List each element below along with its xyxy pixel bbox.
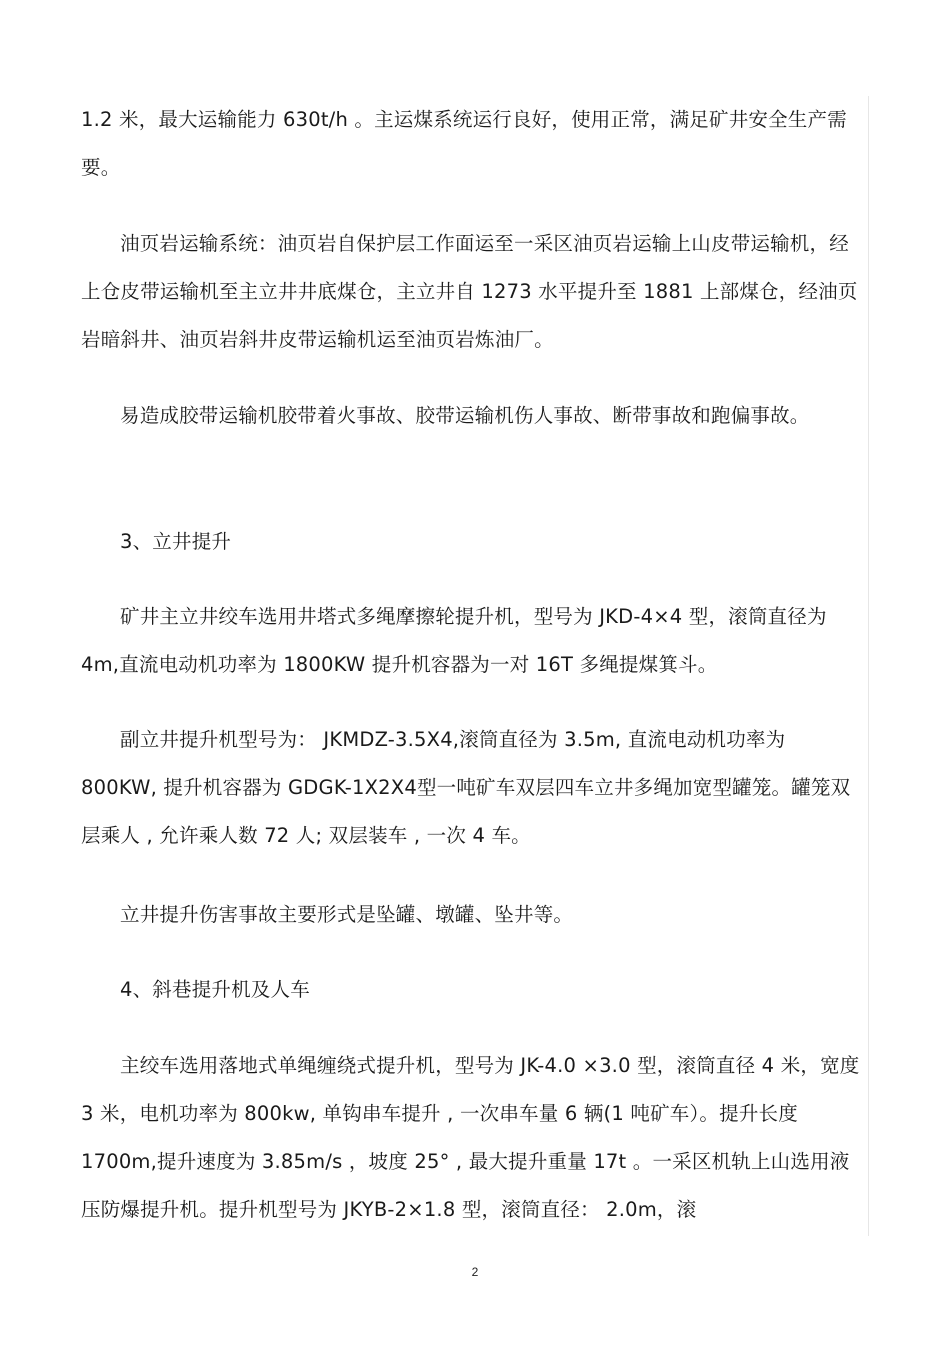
paragraph-auxiliary-shaft-hoist: 副立井提升机型号为： JKMDZ-3.5X4,滚筒直径为 3.5m, 直流电动机功率为 800KW, 提升机容器为 GDGK-1X2X4型一吨矿车双层四车立井多绳加宽型罐笼。罐笼双层乘人 , 允许乘人数 72 人; 双层装车 , 一次 4 车。 [81, 728, 851, 847]
paragraph-oil-shale-transport: 油页岩运输系统：油页岩自保护层工作面运至一采区油页岩运输上山皮带运输机，经上仓皮带运输机至主立井井底煤仓，主立井自 1273 水平提升至 1881 上部煤仓，经油页岩暗斜井、油页岩斜井皮带运输机运至油页岩炼油厂。 [81, 232, 858, 351]
page-number: 2 [471, 1265, 479, 1279]
paragraph-main-winch: 主绞车选用落地式单绳缠绕式提升机，型号为 JK-4.0 ×3.0 型，滚筒直径 4 米，宽度 3 米，电机功率为 800kw, 单钩串车提升 , 一次串车量 6 辆(1 吨矿车）。提升长度 1700m,提升速度为 3.85m/s ，坡度 25° , 最大提升重量 17t 。一采区机轨上山选用液压防爆提升机。提升机型号为 JKYB-2×1.8 型，滚筒直径： 2.0m，滚 [81, 1054, 860, 1221]
page-edge-line [868, 96, 869, 1236]
section-heading-incline-hoist: 4、斜巷提升机及人车 [120, 978, 310, 1001]
section-heading-shaft-hoisting: 3、立井提升 [120, 530, 232, 553]
paragraph-main-shaft-hoist: 矿井主立井绞车选用井塔式多绳摩擦轮提升机，型号为 JKD-4×4 型，滚筒直径为 4m,直流电动机功率为 1800KW 提升机容器为一对 16T 多绳提煤箕斗。 [81, 605, 827, 676]
paragraph-shaft-accidents: 立井提升伤害事故主要形式是坠罐、墩罐、坠井等。 [120, 903, 574, 926]
paragraph-belt-accidents: 易造成胶带运输机胶带着火事故、胶带运输机伤人事故、断带事故和跑偏事故。 [120, 404, 810, 427]
paragraph-coal-transport-end: 1.2 米，最大运输能力 630t/h 。主运煤系统运行良好，使用正常，满足矿井安全生产需要。 [81, 108, 847, 179]
